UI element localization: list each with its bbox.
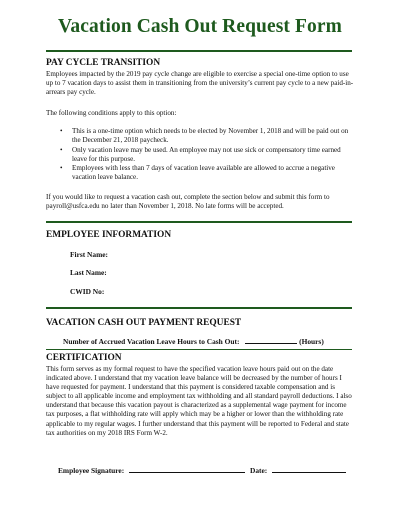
hours-input-line[interactable] (245, 336, 297, 344)
certification-heading: CERTIFICATION (46, 353, 122, 363)
pay-cycle-intro: Employees impacted by the 2019 pay cycle change are eligible to exercise a special one-time option to use up to 7 vacation days to assist them in transitioning from the university’s current pay cycle to a new paid-in-arrears pay cycle. (46, 70, 354, 97)
list-item: • This is a one-time option which needs to be elected by November 1, 2018 and will be paid out on the December 21, 2018 paycheck. (46, 127, 356, 145)
employee-info-heading: EMPLOYEE INFORMATION (46, 230, 172, 240)
certification-text: This form serves as my formal request to have the specified vacation leave hours paid out on the date indicated above. I understand that my vacation leave balance will be decreased by the number of hours I have requested for payment. I understand that this payment is considered taxable compensation and is subject to all applicable income and employment tax withholding and all standard payroll deductions. I also understand that because this vacation payout is characterized as a supplemental wage payment for income tax purposes, a flat withholding rate will apply which may be a higher or lower than the withholding rate applicable to my regular wages. I further understand that this payment will be reported to Federal and state tax authorities on my 2018 IRS Form W-2. (46, 365, 352, 437)
hours-label: Number of Accrued Vacation Leave Hours to Cash Out: (63, 337, 240, 346)
section-divider (46, 221, 352, 223)
hours-field[interactable] (63, 336, 324, 346)
form-title: Vacation Cash Out Request Form (58, 16, 342, 37)
signature-field[interactable] (58, 465, 245, 475)
date-label: Date: (250, 466, 268, 475)
hours-unit: (Hours) (299, 337, 324, 346)
cwid-label: CWID No: (70, 287, 105, 296)
first-name-label: First Name: (70, 250, 108, 259)
first-name-field[interactable] (70, 250, 108, 259)
signature-input-line[interactable] (129, 465, 245, 473)
list-item: • Employees with less than 7 days of vacation leave available are allowed to accrue a negative vacation leave balance. (46, 164, 356, 182)
title-divider (46, 50, 352, 52)
date-input-line[interactable] (272, 465, 346, 473)
last-name-label: Last Name: (70, 268, 107, 277)
conditions-list (46, 127, 356, 183)
last-name-field[interactable] (70, 268, 107, 277)
payment-request-heading: VACATION CASH OUT PAYMENT REQUEST (46, 318, 242, 328)
section-divider (46, 349, 352, 350)
cwid-field[interactable] (70, 287, 104, 296)
pay-cycle-heading: PAY CYCLE TRANSITION (46, 58, 161, 68)
conditions-lead: The following conditions apply to this option: (46, 109, 177, 117)
submit-note: If you would like to request a vacation cash out, complete the section below and submit this form to payroll@usfca.edu no later than November 1, 2018. No late forms will be accepted. (46, 193, 330, 211)
signature-label: Employee Signature: (58, 466, 125, 475)
date-field[interactable] (250, 465, 346, 475)
list-item: • Only vacation leave may be used. An employee may not use sick or compensatory time earned leave for this purpose. (46, 146, 356, 164)
section-divider (46, 307, 352, 309)
